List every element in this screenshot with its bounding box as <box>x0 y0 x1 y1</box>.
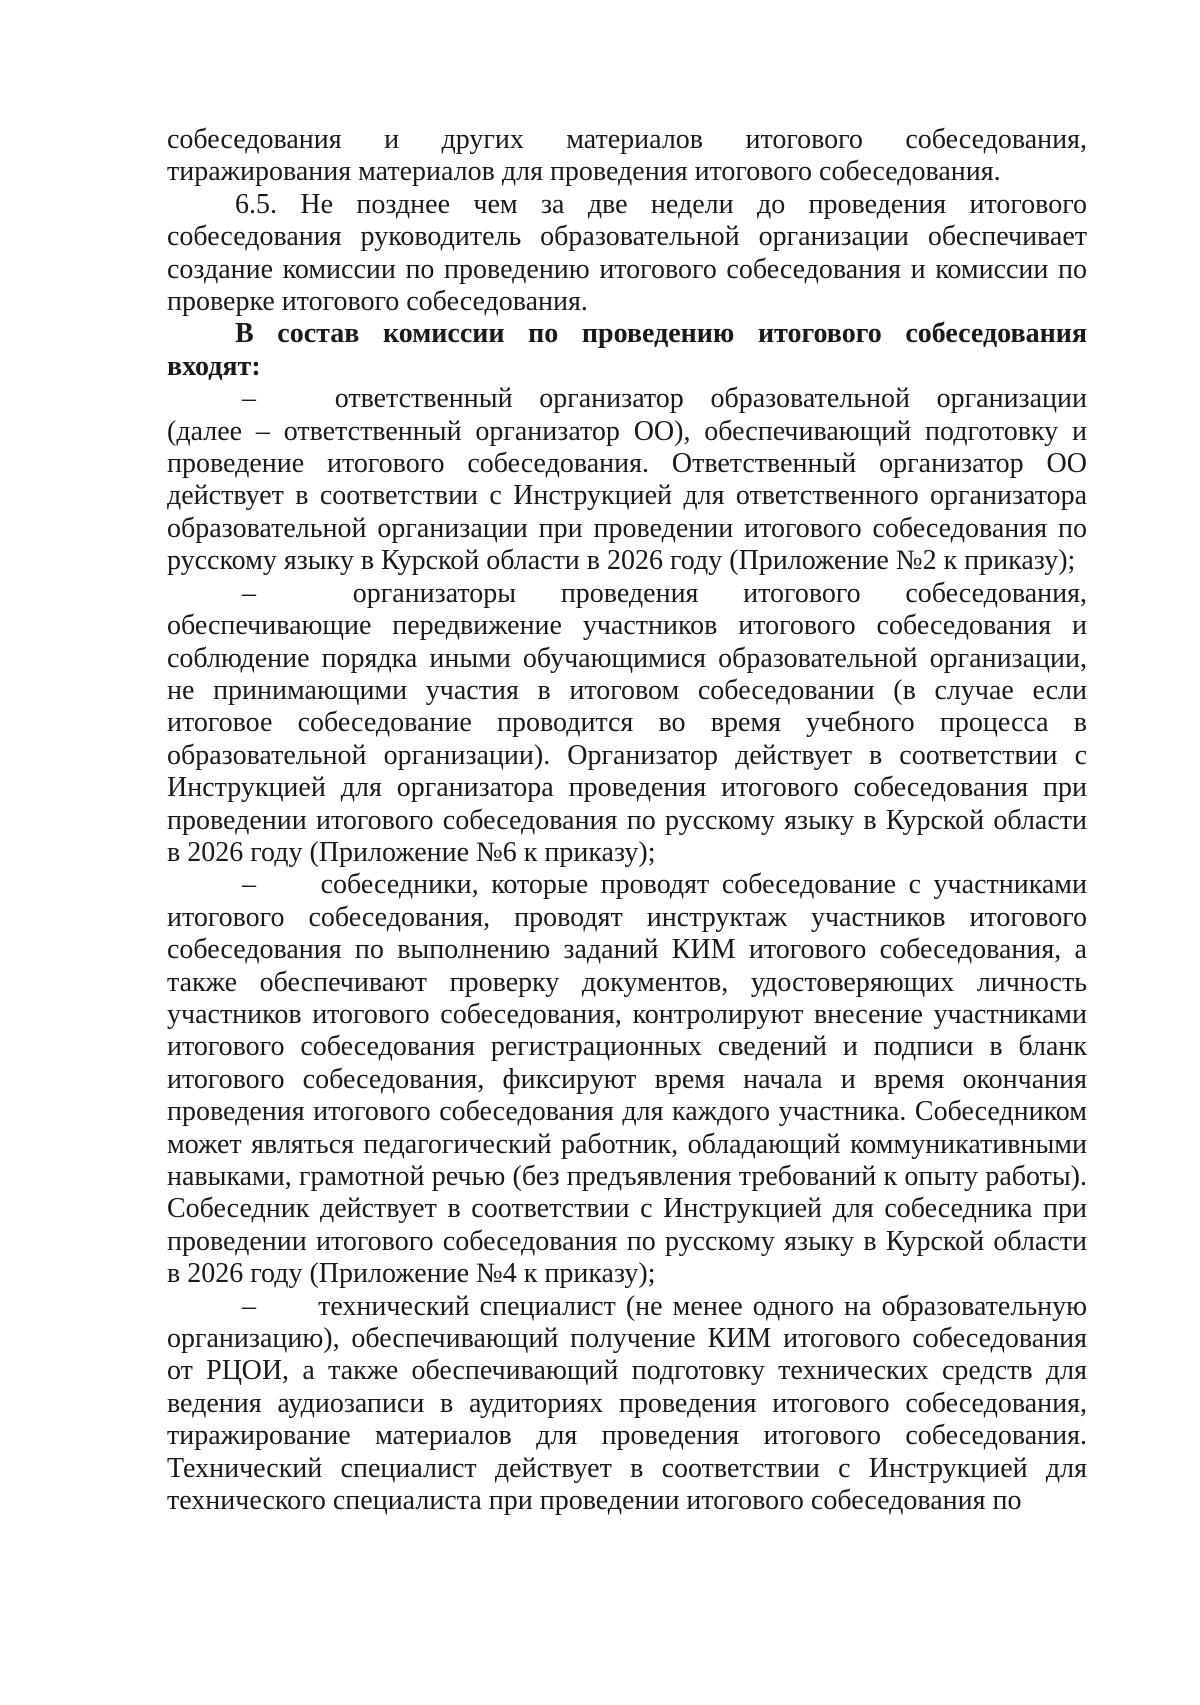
paragraph-continuation: собеседования и других материалов итогового собеседования, тиражирования материалов для проведения итогового собеседования. <box>167 124 1087 188</box>
list-item <box>167 383 1087 577</box>
list-item <box>167 1291 1087 1518</box>
list-item-text: организаторы проведения итогового собеседования, обеспечивающие передвижение участников итогового собеседования и соблюдение порядка иными обучающимися образовательной организации, не принимающими участия в итоговом собеседовании (в случае если итоговое собеседование проводится во время учебного процесса в образовательной организации). Организатор действует в соответствии с Инструкцией для организатора проведения итогового собеседования при проведении итогового собеседования по русскому языку в Курской области в 2026 году (Приложение №6 к приказу); <box>167 577 1088 868</box>
document-body <box>167 124 1087 1517</box>
list-dash: – <box>242 1290 256 1322</box>
paragraph-6-5: 6.5. Не позднее чем за две недели до проведения итогового собеседования руководитель образовательной организации обеспечивает создание комиссии по проведению итогового собеседования и комиссии по проверке итогового собеседования. <box>167 188 1087 318</box>
list-item-text: ответственный организатор образовательной организации (далее – ответственный организатор ОО), обеспечивающий подготовку и проведение итогового собеседования. Ответственный организатор ОО действует в соответствии с Инструкцией для ответственного организатора образовательной организации при проведении итогового собеседования по русскому языку в Курской области в 2026 году (Приложение №2 к приказу); <box>167 383 1087 577</box>
list-item-text: собеседники, которые проводят собеседование с участниками итогового собеседования, проводят инструктаж участников итогового собеседования по выполнению заданий КИМ итогового собеседования, а также обеспечивают проверку документов, удостоверяющих личность участников итогового собеседования, контролируют внесение участниками итогового собеседования регистрационных сведений и подписи в бланк итогового собеседования, фиксируют время начала и время окончания проведения итогового собеседования для каждого участника. Собеседником может являться педагогический работник, обладающий коммуникативными навыками, грамотной речью (без предъявления требований к опыту работы). Собеседник действует в соответствии с Инструкцией для собеседника при проведении итогового собеседования по русскому языку в Курской области в 2026 году (Приложение №4 к приказу); <box>167 869 1088 1290</box>
list-dash: – <box>242 577 256 609</box>
list-dash: – <box>242 383 256 415</box>
list-item-text: технический специалист (не менее одного на образовательную организацию), обеспечивающий получение КИМ итогового собеседования от РЦОИ, а также обеспечивающий подготовку технических средств для ведения аудиозаписи в аудиториях проведения итогового собеседования, тиражирование материалов для проведения итогового собеседования. Технический специалист действует в соответствии с Инструкцией для технического специалиста при проведении итогового собеседования по <box>167 1290 1087 1517</box>
list-item <box>167 869 1087 1290</box>
commission-heading: В состав комиссии по проведению итогового собеседования входят: <box>167 318 1087 382</box>
list-dash: – <box>242 869 256 901</box>
list-item <box>167 578 1087 870</box>
